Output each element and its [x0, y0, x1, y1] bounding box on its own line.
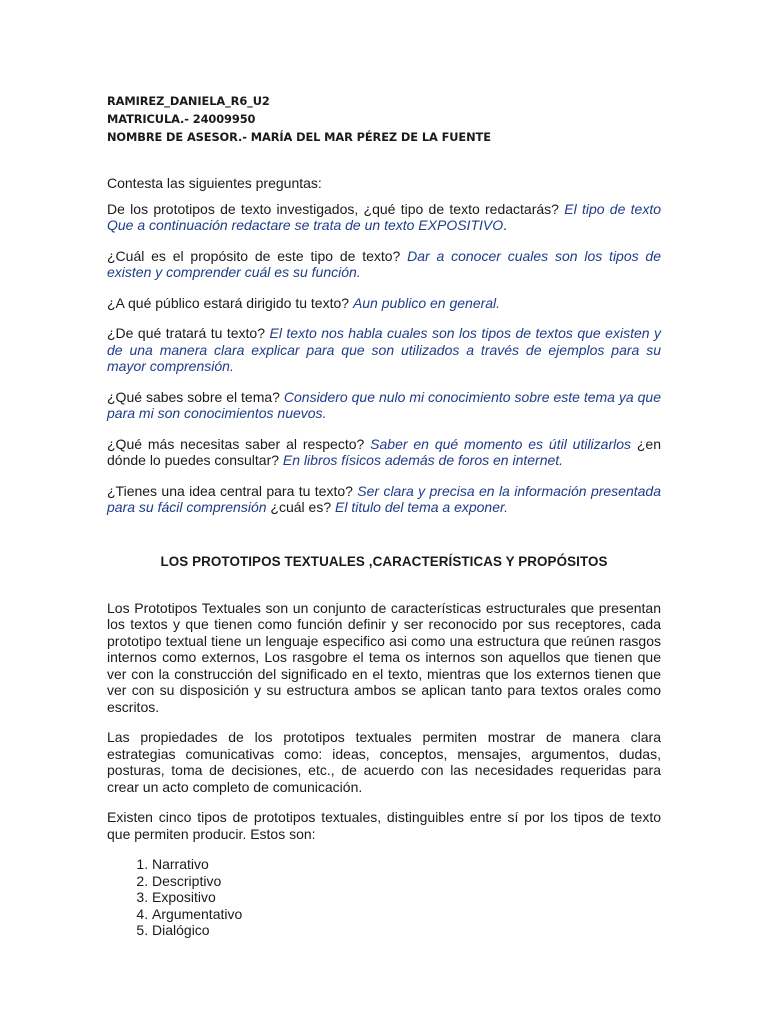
question-answer	[107, 325, 661, 375]
answer-text: Dar a conocer cuales son los tipos de existen y comprender cuál es su función.	[107, 247, 661, 280]
instructions: Contesta las siguientes preguntas:	[107, 175, 322, 191]
body-paragraph: Las propiedades de los prototipos textuales permiten mostrar de manera clara estrategias comunicativas como: ideas, conceptos, mensajes, argumentos, dudas, posturas, toma de decisiones, etc., de acuerdo con las necesidades requeridas para crear un acto completo de comunicación.	[107, 729, 661, 795]
prototype-types-list	[107, 856, 661, 939]
answer-text: Ser clara y precisa en la información presentada para su fácil comprensión	[107, 482, 661, 515]
list-item: 1. Narrativo	[152, 856, 661, 873]
question-text: ¿en dónde lo puedes consultar?	[107, 435, 661, 468]
question-text: ¿Tienes una idea central para tu texto?	[107, 482, 358, 499]
body-paragraph: Existen cinco tipos de prototipos textuales, distinguibles entre sí por los tipos de texto que permiten producir. Estos son:	[107, 809, 661, 842]
list-item: 2. Descriptivo	[152, 873, 661, 890]
answer-text: En libros físicos además de foros en internet.	[282, 452, 564, 468]
section-title: LOS PROTOTIPOS TEXTUALES ,CARACTERÍSTICAS Y PROPÓSITOS	[160, 553, 608, 569]
question-text: ¿De qué tratará tu texto?	[107, 325, 270, 341]
question-text: ¿Cuál es el propósito de este tipo de texto?	[107, 247, 408, 264]
advisor-name: NOMBRE DE ASESOR.- MARÍA DEL MAR PÉREZ DE LA FUENTE	[107, 130, 491, 144]
answer-text: El texto nos habla cuales son los tipos de textos que existen y de una manera clara explicar para que son utilizados a través de ejemplos para su mayor comprensión.	[107, 325, 662, 374]
question-text: ¿Qué más necesitas saber al respecto?	[107, 435, 371, 452]
document-page	[107, 92, 661, 939]
list-item: 5. Dialógico	[152, 922, 661, 939]
question-answer	[107, 248, 661, 281]
question-text: De los prototipos de texto investigados, ¿qué tipo de texto redactarás?	[107, 200, 565, 217]
answer-text: Considero que nulo mi conocimiento sobre este tema ya que para mi son conocimientos nuevos.	[107, 388, 661, 421]
questions-section	[107, 201, 661, 516]
question-text: ¿A qué público estará dirigido tu texto?	[107, 294, 353, 311]
question-answer	[107, 295, 661, 312]
question-text: ¿Qué sabes sobre el tema?	[107, 388, 284, 405]
list-item: 3. Expositivo	[152, 889, 661, 906]
answer-tail: .	[503, 217, 507, 233]
list-item: 4. Argumentativo	[152, 906, 661, 923]
answer-text: El tipo de texto Que a continuación redactare se trata de un texto EXPOSITIVO	[107, 200, 661, 233]
answer-text: Aun publico en general.	[352, 294, 501, 311]
question-answer	[107, 436, 661, 469]
document-header	[107, 92, 661, 146]
body-paragraph: Los Prototipos Textuales son un conjunto de características estructurales que presentan los textos y que tienen como función definir y ser reconocido por sus receptores, cada prototipo textual tiene un lenguaje especifico asi como una estructura que reúnen rasgos internos como externos, Los rasgobre el tema os internos son aquellos que tienen que ver con la construcción del significado en el texto, mientras que los externos tienen que ver con su disposición y su estructura ambos se aplican tanto para textos orales como escritos.	[107, 599, 661, 715]
answer-text: El titulo del tema a exponer.	[335, 499, 509, 515]
question-answer	[107, 483, 661, 516]
answer-text: Saber en qué momento es útil utilizarlos	[370, 435, 632, 452]
question-text: ¿cuál es?	[266, 499, 336, 515]
question-answer	[107, 389, 661, 422]
student-id: MATRICULA.- 24009950	[107, 112, 256, 126]
question-answer	[107, 201, 661, 234]
student-name: RAMIREZ_DANIELA_R6_U2	[107, 94, 270, 108]
